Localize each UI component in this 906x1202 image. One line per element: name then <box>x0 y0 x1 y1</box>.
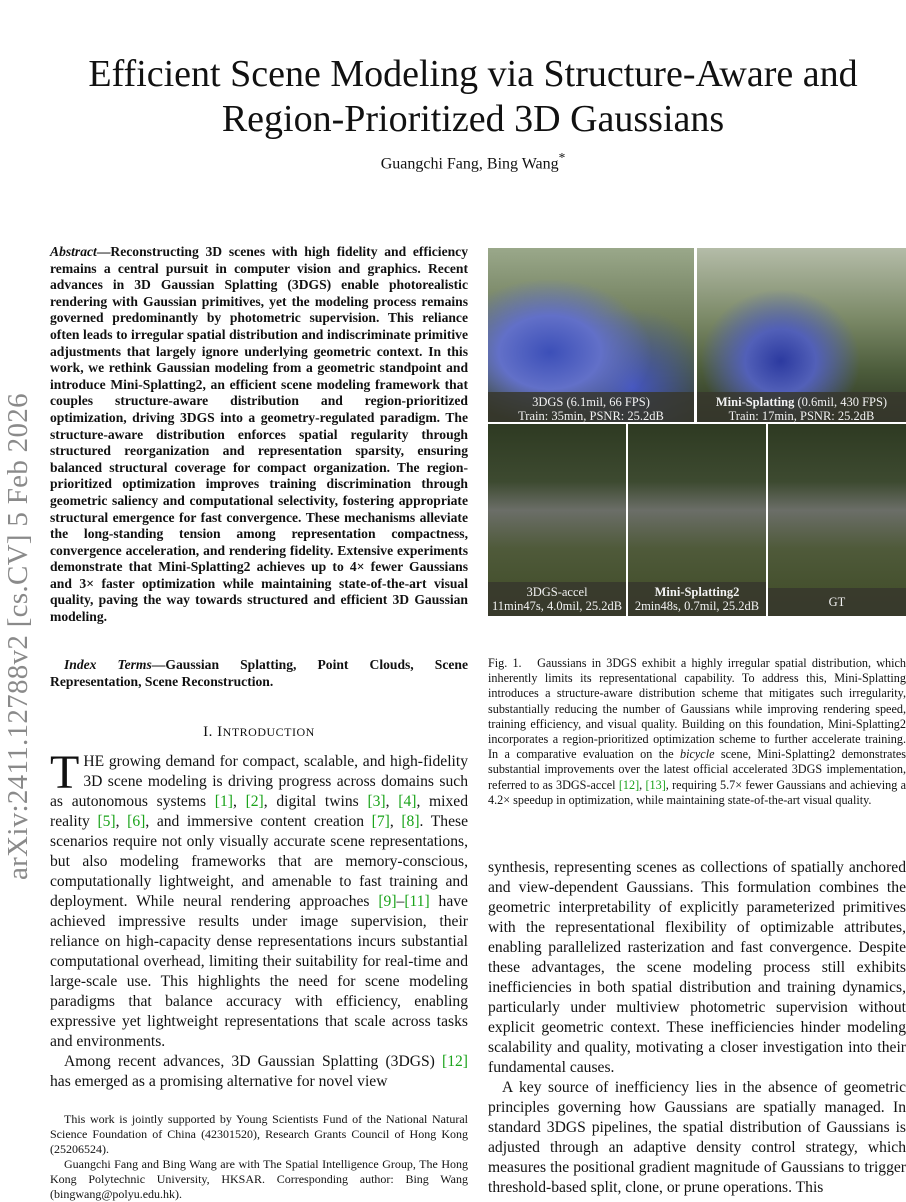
caption-line: 11min47s, 4.0mil, 25.2dB <box>491 599 623 613</box>
caption-line: Train: 35min, PSNR: 25.2dB <box>518 409 664 422</box>
paragraph: synthesis, representing scenes as collections of spatially anchored and view-dependent Gaussians. This formulation combines the geometric interpretability of explicitly parameterized primitives with the representational flexibility of optimizable attributes, enabling parallelized rasterization and fast convergence. Despite these advantages, the scene modeling process still exhibits inefficiencies in both spatial distribution and training dynamics, particularly under multiview photometric supervision without explicit geometric context. These inefficiencies hinder modeling scalability and quality, motivating a closer investigation into their fundamental causes. <box>488 859 906 1076</box>
text: scene, Mini-Splatting2 demonstrates substantial improvements over the latest official accelerated 3DGS implementation, referred to as 3DGS-accel <box>488 747 906 792</box>
arxiv-stamp: arXiv:2411.12788v2 [cs.CV] 5 Feb 2026 <box>2 393 34 880</box>
citation-link[interactable]: [8] <box>401 813 420 830</box>
caption-bold: Mini-Splatting2 <box>654 585 740 599</box>
citation-link[interactable]: [1] <box>214 793 233 810</box>
text: HE growing demand for compact, scalable, and high-fidelity 3D scene modeling is driving progress across domains such as autonomous systems <box>50 753 468 810</box>
figure-panel-gt <box>768 424 906 616</box>
citation-link[interactable]: [12] <box>442 1053 468 1070</box>
citation-link[interactable]: [2] <box>245 793 264 810</box>
caption-line: 3DGS-accel <box>526 585 588 599</box>
scene-name: bicycle <box>680 747 715 762</box>
citation-link[interactable]: [3] <box>367 793 386 810</box>
paragraph: A key source of inefficiency lies in the absence of geometric principles governing how Gaussians are spatially managed. In standard 3DGS pipelines, the spatial distribution of Gaussians is adjusted through an adaptive density control strategy, which measures the positional gradient magnitude of Gaussians to trigger threshold-based split, clone, or prune operations. This <box>488 1079 906 1196</box>
text: , and immersive content creation <box>145 813 372 830</box>
citation-link[interactable]: [11] <box>404 893 430 910</box>
citation-link[interactable]: [12] <box>618 777 640 792</box>
citation-link[interactable]: [4] <box>398 793 417 810</box>
section-heading <box>50 724 468 741</box>
figure-1 <box>488 248 906 616</box>
figure-caption: Fig. 1. Gaussians in 3DGS exhibit a highly irregular spatial distribution, which inherently limits its representational capability. To address this, Mini-Splatting introduces a structure-aware distribution scheme that mitigates such irregularity, substantially reducing the number of Gaussians while improving rendering speed, training efficiency, and visual quality. Building on this foundation, Mini-Splatting2 incorporates a region-prioritized optimization scheme to further accelerate training. In a comparative evaluation on the bicycle scene, Mini-Splatting2 demonstrates substantial improvements over the latest official accelerated 3DGS implementation, referred to as 3DGS-accel [12], [13], requiring 5.7× fewer Gaussians and achieving a 4.2× speedup in optimization, while maintaining state-of-the-art visual quality. <box>488 656 906 807</box>
citation-link[interactable]: [7] <box>371 813 390 830</box>
index-text: —Gaussian Splatting, Point Clouds, Scene Representation, Scene Reconstruction. <box>50 657 468 689</box>
caption-line: GT <box>828 595 846 609</box>
figure-panel-3dgs-accel <box>488 424 626 616</box>
text: have achieved impressive results under image supervision, their reliance on high-capacity dense representations incurs substantial computational overhead, limiting their suitability for real-time and large-scale use. This highlights the need for scene modeling paradigms that balance accuracy with efficiency, enabling expressive yet lightweight representations that scale across tasks and environments. <box>50 893 468 1050</box>
text: . These scenarios require not only visually accurate scene representations, but also modeling frameworks that are memory-conscious, computationally lightweight, and amenable to fast training and deployment. While neural rendering approaches <box>50 813 468 910</box>
figure-panel-mini-splatting <box>697 248 906 422</box>
section-title: NTRODUCTION <box>222 725 315 739</box>
right-column-text <box>488 858 906 1198</box>
caption-line: 3DGS (6.1mil, 66 FPS) <box>532 395 650 409</box>
caption-bold: Mini-Splatting <box>715 395 795 409</box>
citation-link[interactable]: [13] <box>645 777 666 792</box>
text: Gaussians in 3DGS exhibit a highly irregular spatial distribution, which inherently limits its representational capability. To address this, Mini-Splatting introduces a structure-aware distribution scheme that mitigates such irregularity, substantially reducing the number of Gaussians while improving rendering speed, training efficiency, and visual quality. Building on this foundation, Mini-Splatting2 incorporates a region-prioritized optimization scheme to further accelerate training. In a comparative evaluation on the <box>488 656 906 762</box>
figure-panel-mini-splatting2 <box>628 424 766 616</box>
author-names: Guangchi Fang, Bing Wang <box>380 155 559 173</box>
panel-caption <box>697 392 906 422</box>
introduction: THE growing demand for compact, scalable, and high-fidelity 3D scene modeling is driving progress across domains such as autonomous systems [1], [2], digital twins [3], [4], mixed reality [5], [6], and immersive content creation [7], [8]. These scenarios require not only visually accurate scene representations, but also modeling frameworks that are memory-conscious, computationally lightweight, and amenable to fast training and deployment. While neural rendering approaches [9]–[11] have achieved impressive results under image supervision, their reliance on high-capacity dense representations incurs substantial computational overhead, limiting their suitability for real-time and large-scale use. This highlights the need for scene modeling paradigms that balance accuracy with efficiency, enabling expressive yet lightweight representations that scale across tasks and environments. Among recent advances, 3D Gaussian Splatting (3DGS) [12] has emerged as a promising alternative for novel view <box>50 746 469 1090</box>
author-mark: * <box>558 150 566 165</box>
caption-line: (0.6mil, 430 FPS) <box>794 395 888 409</box>
citation-link[interactable]: [9] <box>378 893 397 910</box>
title-line: Efficient Scene Modeling via Structure-Aware and <box>88 53 858 95</box>
caption-line: 2min48s, 0.7mil, 25.2dB <box>634 599 760 613</box>
index-terms <box>50 657 468 690</box>
abstract-text: —Reconstructing 3D scenes with high fidelity and efficiency remains a central pursuit in computer vision and graphics. Recent advances in 3D Gaussian Splatting (3DGS) enable photorealistic rendering with Gaussian primitives, yet the modeling process remains governed predominantly by photometric supervision. This reliance often leads to irregular spatial distribution and indiscriminate primitive adjustments that largely ignore underlying geometric context. In this work, we rethink Gaussian modeling from a geometric standpoint and introduce Mini-Splatting2, an efficient scene modeling framework that couples structure-aware distribution and region-prioritized optimization, driving 3DGS into a geometry-regulated paradigm. The structure-aware distribution enforces spatial regularity through structured reorganization and representation sparsity, ensuring balanced structural coverage for compact organization. The region-prioritized optimization improves training discrimination through geometric saliency and computational selectivity, fostering appropriate structural emergence for fast convergence. These mechanisms alleviate the long-standing tension among representation compactness, convergence acceleration, and rendering fidelity. Extensive experiments demonstrate that Mini-Splatting2 achieves up to 4× fewer Gaussians and 3× faster optimization while maintaining state-of-the-art visual quality, paving the way towards structured and efficient 3D Gaussian modeling. <box>50 244 468 625</box>
panel-caption <box>488 392 694 422</box>
text: , requiring 5.7× fewer Gaussians and achieving a 4.2× speedup in optimization, while maintaining state-of-the-art visual quality. <box>488 777 906 807</box>
panel-caption <box>628 582 766 616</box>
index-label: Index Terms <box>64 657 152 672</box>
panel-caption <box>768 588 906 616</box>
footnote: Guangchi Fang and Bing Wang are with The Spatial Intelligence Group, The Hong Kong Polytechnic University, HKSAR. Corresponding author: Bing Wang (bingwang@polyu.edu.hk). <box>50 1157 468 1201</box>
citation-link[interactable]: [6] <box>127 813 146 830</box>
footnotes <box>50 1112 468 1202</box>
drop-cap: T <box>50 746 80 799</box>
text: , mixed reality <box>50 793 469 830</box>
section-number: I. I <box>203 724 223 740</box>
panel-caption <box>488 582 626 616</box>
abstract <box>50 244 468 626</box>
figure-panel-3dgs <box>488 248 694 422</box>
figure-label: Fig. 1. <box>488 656 522 670</box>
citation-link[interactable]: [5] <box>97 813 116 830</box>
text: , digital twins <box>263 793 368 810</box>
paper-title <box>40 52 906 142</box>
authors <box>40 150 906 173</box>
title-line: Region-Prioritized 3D Gaussians <box>221 98 725 140</box>
caption-line: Train: 17min, PSNR: 25.2dB <box>728 409 875 422</box>
text: Among recent advances, 3D Gaussian Splatting (3DGS) <box>64 1053 443 1070</box>
abstract-label: Abstract <box>50 244 97 259</box>
footnote: This work is jointly supported by Young Scientists Fund of the National Natural Science Foundation of China (42301520), Research Grants Council of Hong Kong (25206524). <box>50 1112 468 1156</box>
text: has emerged as a promising alternative for novel view <box>50 1073 388 1090</box>
